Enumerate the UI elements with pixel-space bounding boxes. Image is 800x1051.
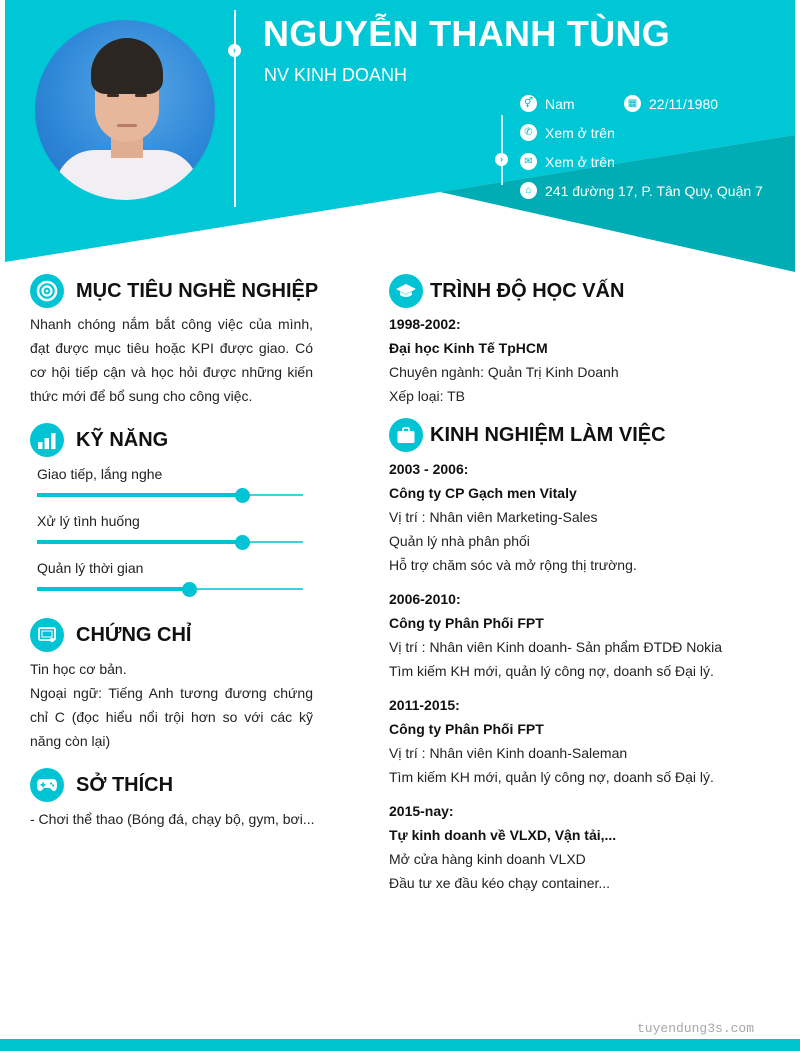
certificate-icon — [30, 618, 64, 652]
home-icon: ⌂ — [520, 182, 537, 199]
section-skills-header — [30, 423, 168, 457]
skill-item — [37, 464, 303, 501]
job-company: Công ty Phân Phối FPT — [389, 721, 544, 737]
job-line: Vị trí : Nhân viên Marketing-Sales — [389, 509, 598, 525]
phone-value: Xem ở trên — [545, 124, 615, 141]
avatar — [35, 20, 215, 200]
experience-item — [389, 799, 769, 895]
skill-bar — [37, 489, 303, 501]
email-icon: ✉ — [520, 153, 537, 170]
job-period: 2006-2010: — [389, 591, 461, 607]
phone-icon: ✆ — [520, 124, 537, 141]
section-education-header — [389, 274, 624, 308]
experience-item — [389, 587, 769, 683]
job-period: 2011-2015: — [389, 697, 460, 713]
header-divider — [234, 10, 236, 207]
section-objective-header — [30, 274, 318, 308]
chevron-right-icon: › — [495, 153, 508, 166]
avatar-hair — [91, 38, 163, 94]
hobbies-text: - Chơi thể thao (Bóng đá, chạy bộ, gym, bơi... — [30, 811, 315, 827]
section-hobbies-header — [30, 768, 173, 802]
target-icon — [30, 274, 64, 308]
skill-item — [37, 511, 303, 548]
job-period: 2015-nay: — [389, 803, 454, 819]
gamepad-icon — [30, 768, 64, 802]
experience-item — [389, 693, 769, 789]
experience-item — [389, 457, 769, 577]
info-phone — [520, 124, 615, 141]
section-title: MỤC TIÊU NGHỀ NGHIỆP — [76, 279, 319, 302]
candidate-name: NGUYỄN THANH TÙNG — [263, 13, 671, 54]
info-gender — [520, 95, 575, 112]
job-line: Tìm kiếm KH mới, quản lý công nợ, doanh số Đại lý. — [389, 769, 714, 785]
bar-chart-icon — [30, 423, 64, 457]
info-divider — [501, 115, 503, 185]
email-value: Xem ở trên — [545, 153, 615, 170]
job-line: Quản lý nhà phân phối — [389, 533, 530, 549]
skill-knob — [235, 488, 250, 503]
info-dob — [624, 95, 718, 112]
certificate-line: Tin học cơ bản. — [30, 661, 127, 677]
skill-label: Xử lý tình huống — [37, 513, 140, 529]
skill-fill — [37, 540, 242, 544]
job-line: Mở cửa hàng kinh doanh VLXD — [389, 851, 586, 867]
education-entry — [389, 312, 769, 408]
avatar-eye — [135, 94, 147, 97]
chevron-right-icon: › — [228, 44, 241, 57]
objective-text: Nhanh chóng nắm bắt công việc của mình, đạt được mục tiêu hoặc KPI được giao. Có cơ hội tiếp cận và học hỏi được những kiến thức mới để bổ sung cho công việc. — [30, 316, 313, 404]
education-grade: Xếp loại: TB — [389, 388, 466, 404]
avatar-mouth — [117, 124, 137, 127]
certificate-line: Ngoại ngữ: Tiếng Anh tương đương chứng chỉ C (đọc hiểu nổi trội hơn so với các kỹ năng còn lại) — [30, 685, 313, 749]
section-title: SỞ THÍCH — [76, 773, 174, 796]
calendar-icon: ▦ — [624, 95, 641, 112]
address-value: 241 đường 17, P. Tân Quy, Quận 7 — [545, 182, 763, 199]
footer-bar — [0, 1039, 800, 1051]
section-title: KINH NGHIỆM LÀM VIỆC — [430, 423, 666, 446]
education-school: Đại học Kinh Tế TpHCM — [389, 340, 548, 356]
section-title: CHỨNG CHỈ — [76, 623, 192, 646]
skill-label: Quản lý thời gian — [37, 560, 144, 576]
info-address — [520, 182, 763, 199]
watermark: tuyendung3s.com — [637, 1021, 755, 1036]
job-line: Hỗ trợ chăm sóc và mở rộng thị trường. — [389, 557, 637, 573]
section-certificates-header — [30, 618, 191, 652]
education-period: 1998-2002: — [389, 316, 461, 332]
section-title: TRÌNH ĐỘ HỌC VẤN — [430, 279, 625, 302]
info-email — [520, 153, 615, 170]
section-experience-header — [389, 418, 666, 452]
job-period: 2003 - 2006: — [389, 461, 469, 477]
experience-list — [389, 457, 769, 905]
section-title: KỸ NĂNG — [76, 428, 169, 451]
skill-knob — [182, 582, 197, 597]
skill-knob — [235, 535, 250, 550]
gender-value: Nam — [545, 95, 575, 112]
job-company: Tự kinh doanh về VLXD, Vận tải,... — [389, 827, 617, 843]
graduation-cap-icon — [389, 274, 423, 308]
education-major: Chuyên ngành: Quản Trị Kinh Doanh — [389, 364, 619, 380]
briefcase-icon — [389, 418, 423, 452]
job-line: Vị trí : Nhân viên Kinh doanh- Sản phẩm ĐTDĐ Nokia — [389, 639, 723, 655]
skill-bar — [37, 536, 303, 548]
job-line: Tìm kiếm KH mới, quản lý công nợ, doanh số Đại lý. — [389, 663, 714, 679]
job-line: Vị trí : Nhân viên Kinh doanh-Saleman — [389, 745, 628, 761]
job-company: Công ty CP Gạch men Vitaly — [389, 485, 577, 501]
skill-label: Giao tiếp, lắng nghe — [37, 466, 163, 482]
gender-icon: ⚥ — [520, 95, 537, 112]
skill-fill — [37, 493, 242, 497]
skill-fill — [37, 587, 189, 591]
candidate-role: NV KINH DOANH — [264, 65, 408, 85]
job-line: Đầu tư xe đầu kéo chạy container... — [389, 875, 611, 891]
dob-value: 22/11/1980 — [649, 95, 719, 112]
skill-bar — [37, 583, 303, 595]
skill-item — [37, 558, 303, 595]
job-company: Công ty Phân Phối FPT — [389, 615, 544, 631]
avatar-eye — [107, 94, 119, 97]
